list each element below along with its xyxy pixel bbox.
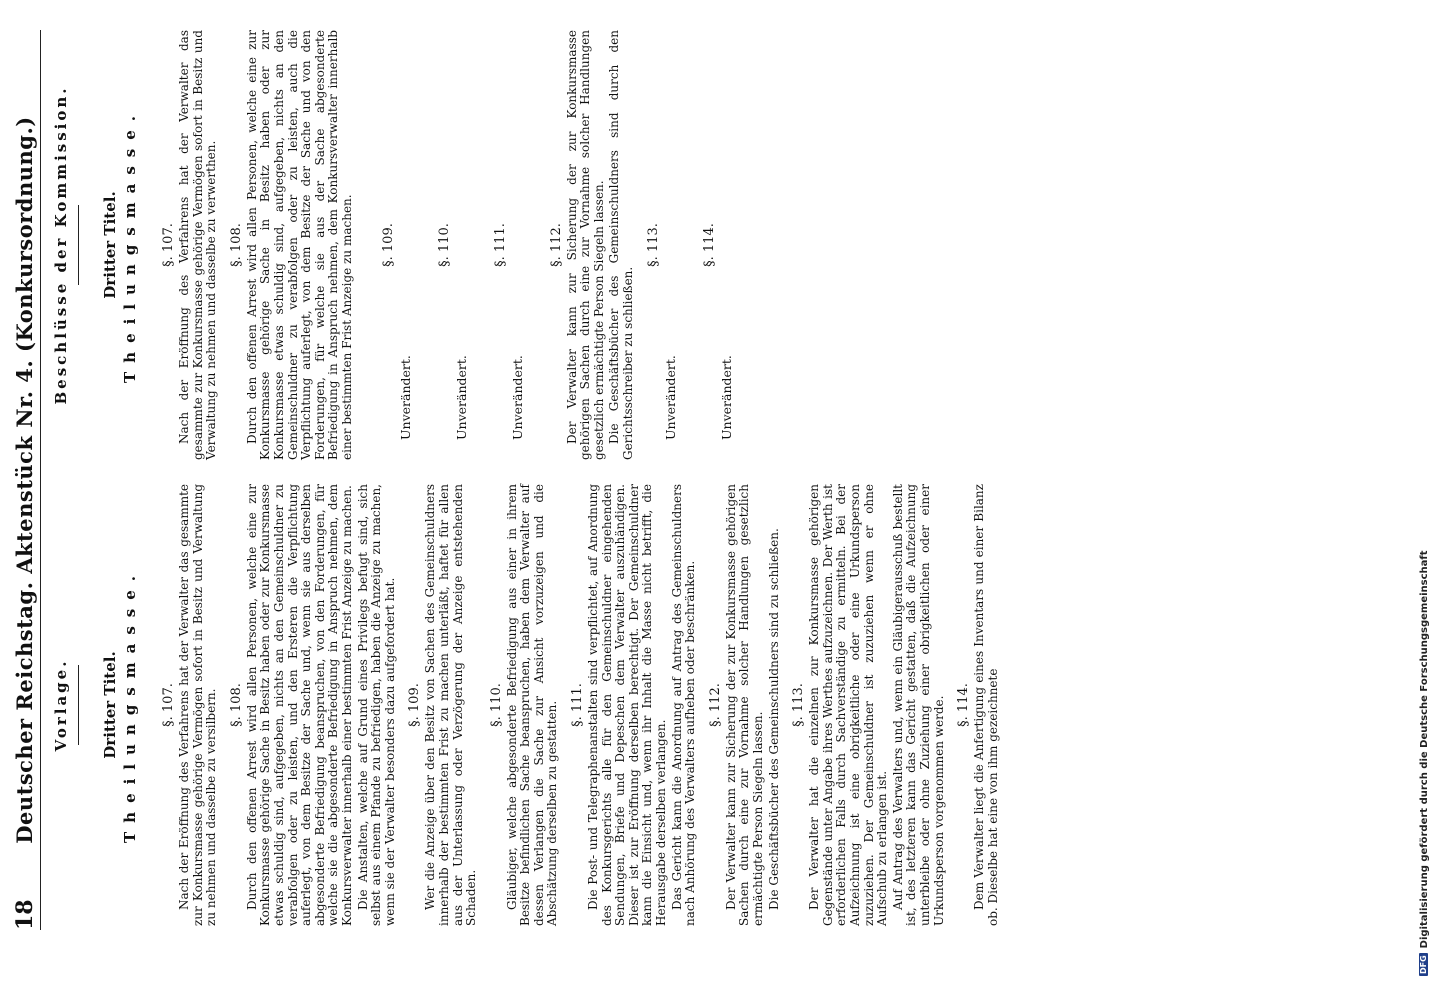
column-heading-vorlage: Vorlage. [52, 658, 70, 752]
running-head: Deutscher Reichstag. Aktenstück Nr. 4. (Konkursordnung.) [12, 116, 37, 844]
dfg-logo: DFG [1419, 955, 1428, 974]
section-number: §. 108. [228, 223, 244, 267]
section-number: §. 113. [791, 683, 807, 727]
section-number: §. 113. [645, 223, 661, 267]
section-paragraph: Die Geschäftsbücher des Gemeinschuldners sind durch den Gerichtsschreiber zu schließen. [607, 30, 635, 460]
section-number: §. 112. [548, 223, 564, 267]
title-heading: Dritter Titel. [101, 191, 119, 299]
section-number: §. 108. [228, 683, 244, 727]
unchanged-note: Unverändert. [397, 355, 413, 440]
section-number: §. 110. [436, 223, 452, 267]
title-heading: Dritter Titel. [101, 651, 119, 759]
heading-rule [78, 205, 79, 285]
unchanged-note: Unverändert. [662, 355, 678, 440]
section-paragraph: Die Anstalten, welche auf Grund eines Privilegs befugt sind, sich selbst aus einem Pfande zu befriedigen, haben die Anzeige zu machen, wenn sie der Verwalter besonders dazu aufgefordert hat. [355, 484, 397, 926]
section-paragraph: Wer die Anzeige über den Besitz von Sachen des Gemeinschuldners innerhalb der bestimmten Frist zu machen unterläßt, haftet für allen aus der Unterlassung oder Verzögerung der Anzeige entstehenden Schaden. [423, 484, 479, 926]
section-number: §. 111. [492, 223, 508, 267]
section-paragraph: Nach der Eröffnung des Verfahrens hat der Verwalter das gesammte zur Konkursmasse gehörige Vermögen sofort in Besitz und Verwaltung zu nehmen und dasselbe zu verwerthen. [177, 30, 219, 460]
unchanged-note: Unverändert. [453, 355, 469, 440]
heading-rule [78, 665, 79, 745]
section-paragraph: Durch den offenen Arrest wird allen Personen, welche eine zur Konkursmasse gehörige Sache in Besitz haben oder zur Konkursmasse etwas schuldig sind, aufgegeben, nichts an den Gemeinschuldner zu verabfolgen oder zu leisten, auch die Verpflichtung auferlegt, von dem Besitze der Sache und von den Forderungen, für welche sie aus der Sache abgesonderte Befriedigung in Anspruch nehmen, dem Konkursverwalter innerhalb einer bestimmten Frist Anzeige zu machen. [244, 30, 354, 460]
section-paragraph: Das Gericht kann die Anordnung auf Antrag des Gemeinschuldners nach Anhörung des Verwalters aufheben oder beschränken. [669, 484, 698, 926]
section-number: §. 109. [380, 223, 396, 267]
section-paragraph: Der Verwalter kann zur Sicherung der zur Konkursmasse gehörigen Sachen durch eine zur Vornahme solcher Handlungen gesetzlich ermächtigte Person Siegeln lassen. [723, 484, 765, 926]
column-heading-kommission: Beschlüsse der Kommission. [52, 85, 70, 405]
section-paragraph: Die Geschäftsbücher des Gemeinschuldners sind zu schließen. [766, 528, 781, 910]
section-paragraph: Durch den offenen Arrest wird allen Personen, welche eine zur Konkursmasse gehörige Sache in Besitz haben oder zur Konkursmasse etwas schuldig sind, aufgegeben, nichts an den Gemeinschuldner zu verabfolgen oder zu leisten, und den Ersteren die Verpflichtung auferlegt, von dem Besitze der Sache und, wenn sie aus derselben abgesonderte Befriedigung beanspruchen, von den Forderungen, für welche sie die abgesonderte Befriedigung in Anspruch nehmen, dem Konkursverwalter innerhalb einer bestimmten Frist Anzeige zu machen. [244, 484, 354, 926]
column-kommission [52, 30, 734, 460]
section-paragraph: Der Verwalter kann zur Sicherung der zur Konkursmasse gehörigen Sachen durch eine zur Vornahme solcher Handlungen gesetzlich ermächtigte Person Siegeln lassen. [564, 30, 606, 460]
page-number: 18 [12, 899, 38, 930]
digitization-note [1419, 0, 1432, 976]
subtitle-heading: Theilungsmasse. [121, 567, 139, 843]
section-number: §. 107. [161, 683, 176, 727]
section-number: §. 109. [407, 683, 423, 727]
section-number: §. 114. [701, 223, 717, 267]
column-vorlage [52, 484, 1002, 926]
section-number: §. 114. [956, 683, 972, 727]
section-number: §. 107. [161, 223, 176, 267]
subtitle-heading: Theilungsmasse. [121, 107, 139, 383]
section-paragraph: Nach der Eröffnung des Verfahrens hat der Verwalter das gesammte zur Konkursmasse gehörige Vermögen sofort in Besitz und Verwaltung zu nehmen und dasselbe zu versilbern. [177, 484, 219, 926]
section-number: §. 112. [707, 683, 723, 727]
section-paragraph: Die Post- und Telegraphenanstalten sind verpflichtet, auf Anordnung des Konkursgerichts alle für den Gemeinschuldner eingehenden Sendungen, Briefe und Depeschen dem Verwalter auszuhändigen. Dieser ist zur Eröffnung derselben berechtigt. Der Gemeinschuldner kann die Einsicht und, wenn ihr Inhalt die Masse nicht betrifft, die Herausgabe derselben verlangen. [586, 484, 669, 926]
section-paragraph: Gläubiger, welche abgesonderte Befriedigung aus einer in ihrem Besitze befindlichen Sache beanspruchen, haben dem Verwalter auf dessen Verlangen die Sache zur Ansicht vorzuzeigen und die Abschätzung derselben zu gestatten. [504, 484, 560, 926]
digitization-text: Digitalisierung gefördert durch die Deutsche Forschungsgemeinschaft [1419, 550, 1430, 949]
section-paragraph: Dem Verwalter liegt die Anfertigung eines Inventars und einer Bilanz ob. Dieselbe hat eine von ihm gezeichnete [972, 484, 1000, 926]
unchanged-note: Unverändert. [718, 355, 734, 440]
section-paragraph: Der Verwalter hat die einzelnen zur Konkursmasse gehörigen Gegenstände unter Angabe ihres Werthes aufzuzeichnen. Der Werth ist erforderlichen Falls durch Sachverständige zu ermitteln. Bei der Aufzeichnung ist eine obrigkeitliche oder eine Urkundsperson zuzuziehen. Der Gemeinschuldner ist zuzuziehen wenn er ohne Aufschub zu erlangen ist. [807, 484, 890, 926]
section-number: §. 110. [488, 683, 504, 727]
section-number: §. 111. [570, 683, 586, 727]
unchanged-note: Unverändert. [509, 355, 525, 440]
page-header [6, 30, 41, 930]
section-paragraph: Auf Antrag des Verwalters und, wenn ein Gläubigerausschuß bestellt ist, des letzteren kann das Gericht gestatten, daß die Aufzeichnung unterbleibe oder ohne Zuziehung einer obrigkeitlichen oder einer Urkundsperson vorgenommen werde. [890, 484, 946, 926]
